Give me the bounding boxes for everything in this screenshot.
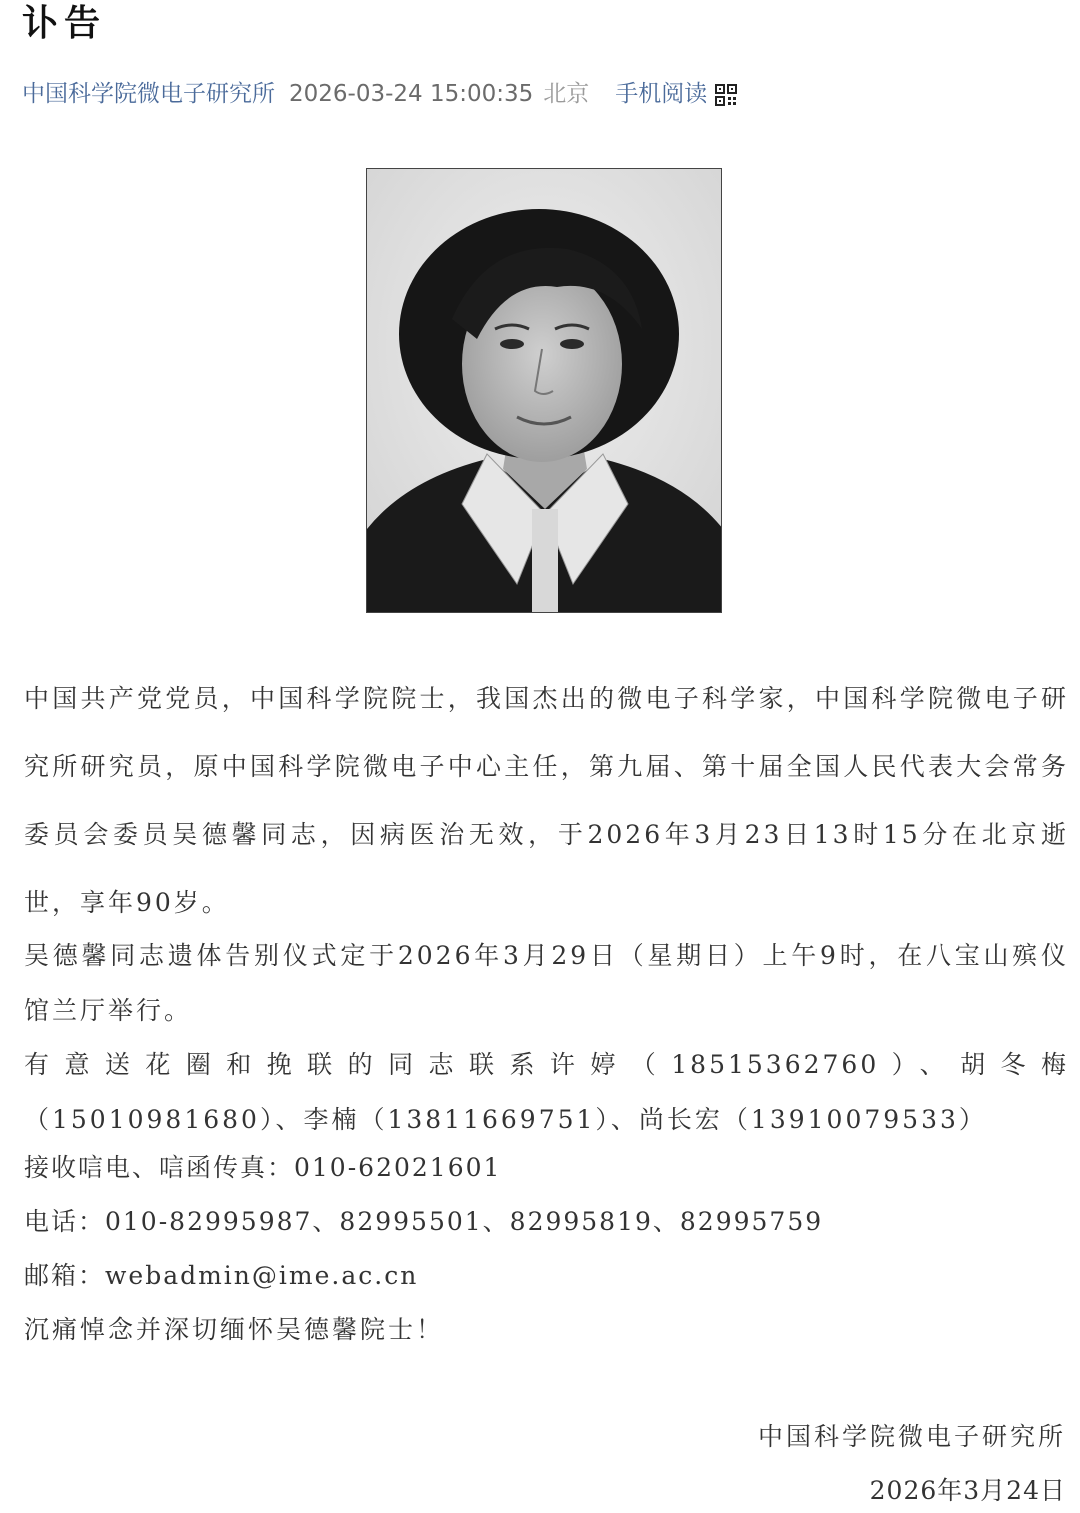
page-title: 讣告 [22,3,107,44]
closing-line: 沉痛悼念并深切缅怀吴德馨院士！ [24,1315,445,1344]
publish-location: 北京 [543,81,590,107]
publish-datetime: 2026-03-24 15:00:35 [289,81,534,107]
phone-line: 电话：010-82995987、82995501、82995819、82995759 [24,1207,824,1236]
email-line: 邮箱：webadmin@ime.ac.cn [24,1261,419,1290]
funeral-paragraph: 吴德馨同志遗体告别仪式定于2026年3月29日（星期日）上午9时，在八宝山殡仪馆兰厅举行。 [24,941,1069,1025]
signature-org: 中国科学院微电子研究所 [757,1422,1066,1451]
qr-code-icon[interactable] [715,83,737,105]
signature-date: 2026年3月24日 [869,1476,1066,1505]
mobile-read-link[interactable]: 手机阅读 [615,81,708,107]
fax-line: 接收唁电、唁函传真：010-62021601 [24,1153,502,1182]
portrait-photo [366,168,722,613]
obituary-paragraph-1: 中国共产党党员，中国科学院院士，我国杰出的微电子科学家，中国科学院微电子研究所研究员，原中国科学院微电子中心主任，第九届、第十届全国人民代表大会常务委员会委员吴德馨同志，因病医治无效，于2026年3月23日13时15分在北京逝世，享年90岁。 [24,684,1069,917]
contacts-paragraph: 有意送花圈和挽联的同志联系许婷（18515362760）、胡冬梅（15010981680）、李楠（13811669751）、尚长宏（13910079533） [24,1050,1069,1134]
article-meta [22,78,737,110]
source-link[interactable]: 中国科学院微电子研究所 [22,81,275,107]
